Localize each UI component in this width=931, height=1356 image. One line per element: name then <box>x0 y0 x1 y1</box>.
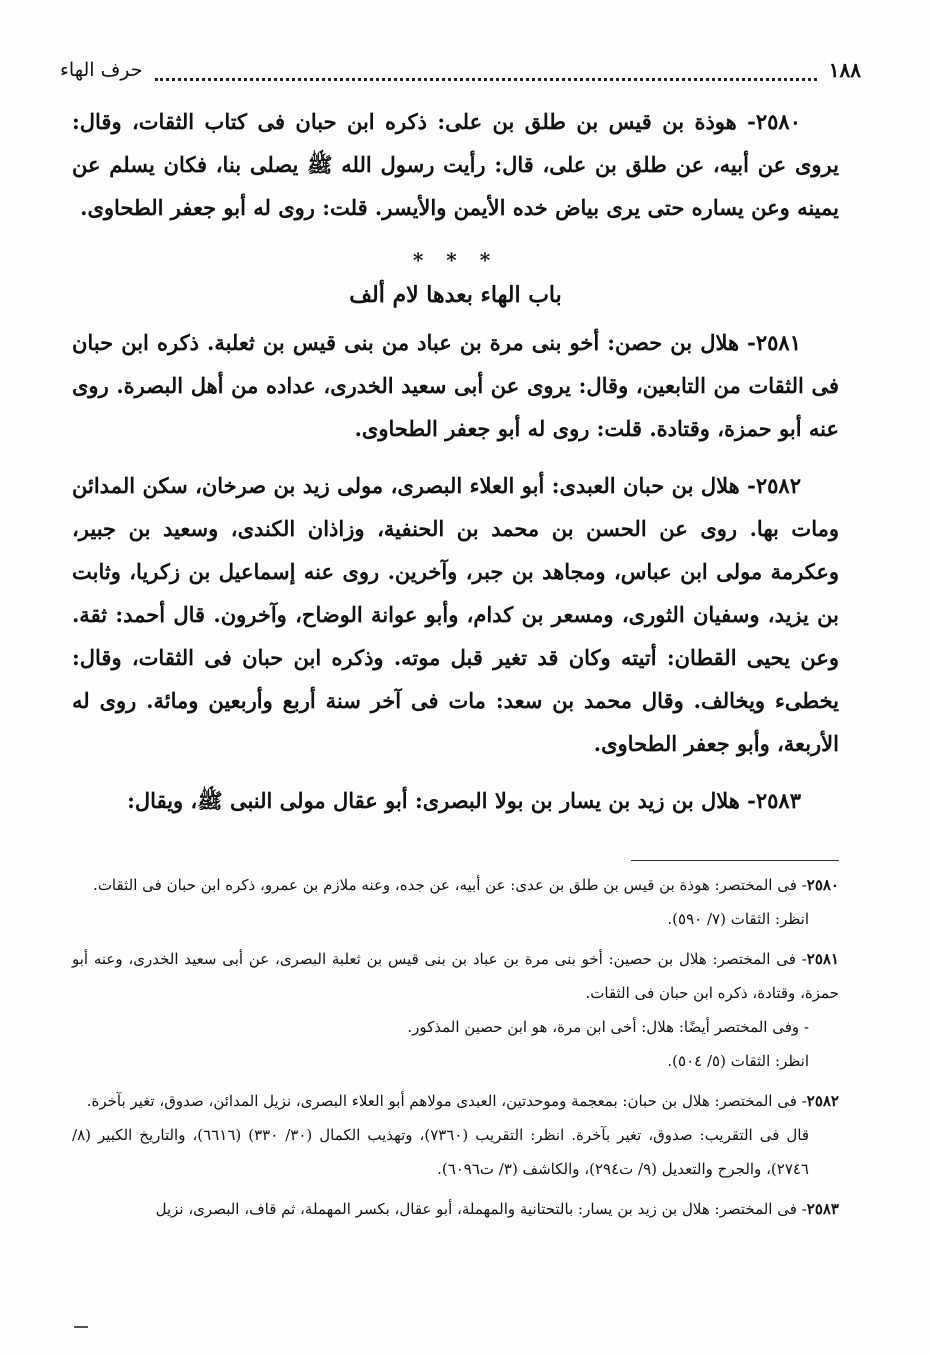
footnote-line: انظر: الثقات (٧/ ٥٩٠). <box>667 910 809 928</box>
running-header <box>60 50 861 90</box>
footnote-line: فى المختصر: هوذة بن قيس بن طلق بن عدى: عن أبيه، عن جده، وعنه ملازم بن عمرو، ذكره ابن حبان فى الثقات. <box>93 876 797 894</box>
footnote-2581: ٢٥٨١- فى المختصر: هلال بن حصين: أخو بنى مرة بن عباد بن بنى قيس بن ثعلبة البصرى، عن أبى سعيد الخدرى، وعنه أبو حمزة، وقتادة، ذكره ابن حبان فى الثقات. - وفى المختصر أيضًا: هلال: أخى ابن مرة، هو ابن حصين المذكور. انظر: الثقات (٥/ ٥٠٤). <box>72 942 839 1078</box>
footnote-number: ٢٥٨٢ <box>806 1092 839 1110</box>
footnote-number: ٢٥٨٣ <box>806 1200 839 1218</box>
footnote-number: ٢٥٨٠ <box>806 876 839 894</box>
footnote-divider <box>631 860 839 861</box>
header-dotted-leader <box>155 70 817 81</box>
footnote-line: فى المختصر: هلال بن زيد بن يسار: بالتحتانية والمهملة، أبو عقال، بكسر المهملة، ثم قاف، البصرى، نزيل <box>155 1200 797 1218</box>
footnote-line: فى المختصر: هلال بن حصين: أخو بنى مرة بن عباد بن بنى قيس بن ثعلبة البصرى، عن أبى سعيد الخدرى، وعنه أبو حمزة، وقتادة، ذكره ابن حبان فى الثقات. <box>72 950 839 1002</box>
footnote-number: ٢٥٨١ <box>806 950 839 968</box>
entry-2583: ٢٥٨٣- هلال بن زيد بن يسار بن بولا البصرى: أبو عقال مولى النبى ﷺ، ويقال: <box>127 788 801 813</box>
footnote-2583: ٢٥٨٣- فى المختصر: هلال بن زيد بن يسار: بالتحتانية والمهملة، أبو عقال، بكسر المهملة، ثم قاف، البصرى، نزيل <box>155 1200 839 1218</box>
page-number: ١٨٨ <box>828 58 861 82</box>
footnote-line: قال فى التقريب: صدوق، تغير بآخرة. انظر: التقريب (٧٣٦٠)، وتهذيب الكمال (٣٠/ ٣٣٠) (٦٦١٦)، والتاريخ الكبير (٨/ ٢٧٤٦)، والجرح والتعديل (٩/ ت٢٩٤)، والكاشف (٣/ ت٦٠٩٦). <box>72 1126 809 1178</box>
entry-text: هلال بن زيد بن يسار بن بولا البصرى: أبو عقال مولى النبى ﷺ، ويقال: <box>127 788 740 813</box>
entry-2580: ٢٥٨٠- هوذة بن قيس بن طلق بن على: ذكره ابن حبان فى كتاب الثقات، وقال: يروى عن أبيه، عن طلق بن على، قال: رأيت رسول الله ﷺ يصلى بنا، فكان يسلم عن يمينه وعن يساره حتى يرى بياض خده الأيمن والأيسر. قلت: روى له أبو جعفر الطحاوى. <box>72 109 839 220</box>
footnote-line: - وفى المختصر أيضًا: هلال: أخى ابن مرة، هو ابن حصين المذكور. <box>407 1018 809 1036</box>
section-separator: * * * <box>412 248 499 272</box>
footnote-line: فى المختصر: هلال بن حبان: بمعجمة وموحدتين، العبدى مولاهم أبو العلاء البصرى، نزيل المدائن، صدوق، تغير بآخرة. <box>86 1092 797 1110</box>
entry-number: ٢٥٨٠ <box>755 109 801 134</box>
entry-text: هلال بن حصن: أخو بنى مرة بن عباد من بنى قيس بن ثعلبة. ذكره ابن حبان فى الثقات من التابعين، وقال: يروى عن أبى سعيد الخدرى، عداده من أهل البصرة. روى عنه أبو حمزة، وقتادة. قلت: روى له أبو جعفر الطحاوى. <box>72 330 839 441</box>
chapter-heading: باب الهاء بعدها لام ألف <box>349 282 562 308</box>
entry-2582: ٢٥٨٢- هلال بن حبان العبدى: أبو العلاء البصرى، مولى زيد بن صرخان، سكن المدائن ومات بها. روى عن الحسن بن محمد بن الحنفية، وزاذان الكندى، وسعيد بن جبير، وعكرمة مولى ابن عباس، ومجاهد بن جبر، وآخرين. روى عنه إسماعيل بن زكريا، وثابت بن يزيد، وسفيان الثورى، ومسعر بن كدام، وأبو عوانة الوضاح، وآخرون. قال أحمد: ثقة. وعن يحيى القطان: أتيته وكان قد تغير قبل موته. وذكره ابن حبان فى الثقات، وقال: يخطىء ويخالف. وقال محمد بن سعد: مات فى آخر سنة أربع وأربعين ومائة. روى له الأربعة، وأبو جعفر الطحاوى. <box>72 473 839 756</box>
main-text <box>72 100 839 836</box>
section-title: حرف الهاء <box>60 59 143 81</box>
print-mark <box>74 1326 88 1328</box>
footnote-line: انظر: الثقات (٥/ ٥٠٤). <box>667 1052 809 1070</box>
entry-number: ٢٥٨٣ <box>755 788 801 813</box>
entry-number: ٢٥٨١ <box>755 330 801 355</box>
entry-text: هلال بن حبان العبدى: أبو العلاء البصرى، مولى زيد بن صرخان، سكن المدائن ومات بها. روى عن الحسن بن محمد بن الحنفية، وزاذان الكندى، وسعيد بن جبير، وعكرمة مولى ابن عباس، ومجاهد بن جبر، وآخرين. روى عنه إسماعيل بن زكريا، وثابت بن يزيد، وسفيان الثورى، ومسعر بن كدام، وأبو عوانة الوضاح، وآخرون. قال أحمد: ثقة. وعن يحيى القطان: أتيته وكان قد تغير قبل موته. وذكره ابن حبان فى الثقات، وقال: يخطىء ويخالف. وقال محمد بن سعد: مات فى آخر سنة أربع وأربعين ومائة. روى له الأربعة، وأبو جعفر الطحاوى. <box>72 473 839 756</box>
footnote-2580: ٢٥٨٠- فى المختصر: هوذة بن قيس بن طلق بن عدى: عن أبيه، عن جده، وعنه ملازم بن عمرو، ذكره ابن حبان فى الثقات. انظر: الثقات (٧/ ٥٩٠). <box>72 868 839 936</box>
entry-number: ٢٥٨٢ <box>755 473 801 498</box>
entry-2581: ٢٥٨١- هلال بن حصن: أخو بنى مرة بن عباد من بنى قيس بن ثعلبة. ذكره ابن حبان فى الثقات من التابعين، وقال: يروى عن أبى سعيد الخدرى، عداده من أهل البصرة. روى عنه أبو حمزة، وقتادة. قلت: روى له أبو جعفر الطحاوى. <box>72 330 839 441</box>
footnote-2582: ٢٥٨٢- فى المختصر: هلال بن حبان: بمعجمة وموحدتين، العبدى مولاهم أبو العلاء البصرى، نزيل المدائن، صدوق، تغير بآخرة. قال فى التقريب: صدوق، تغير بآخرة. انظر: التقريب (٧٣٦٠)، وتهذيب الكمال (٣٠/ ٣٣٠) (٦٦١٦)، والتاريخ الكبير (٨/ ٢٧٤٦)، والجرح والتعديل (٩/ ت٢٩٤)، والكاشف (٣/ ت٦٠٩٦). <box>72 1084 839 1186</box>
footnotes <box>72 868 839 1232</box>
entry-text: هوذة بن قيس بن طلق بن على: ذكره ابن حبان فى كتاب الثقات، وقال: يروى عن أبيه، عن طلق بن على، قال: رأيت رسول الله ﷺ يصلى بنا، فكان يسلم عن يمينه وعن يساره حتى يرى بياض خده الأيمن والأيسر. قلت: روى له أبو جعفر الطحاوى. <box>72 109 839 220</box>
